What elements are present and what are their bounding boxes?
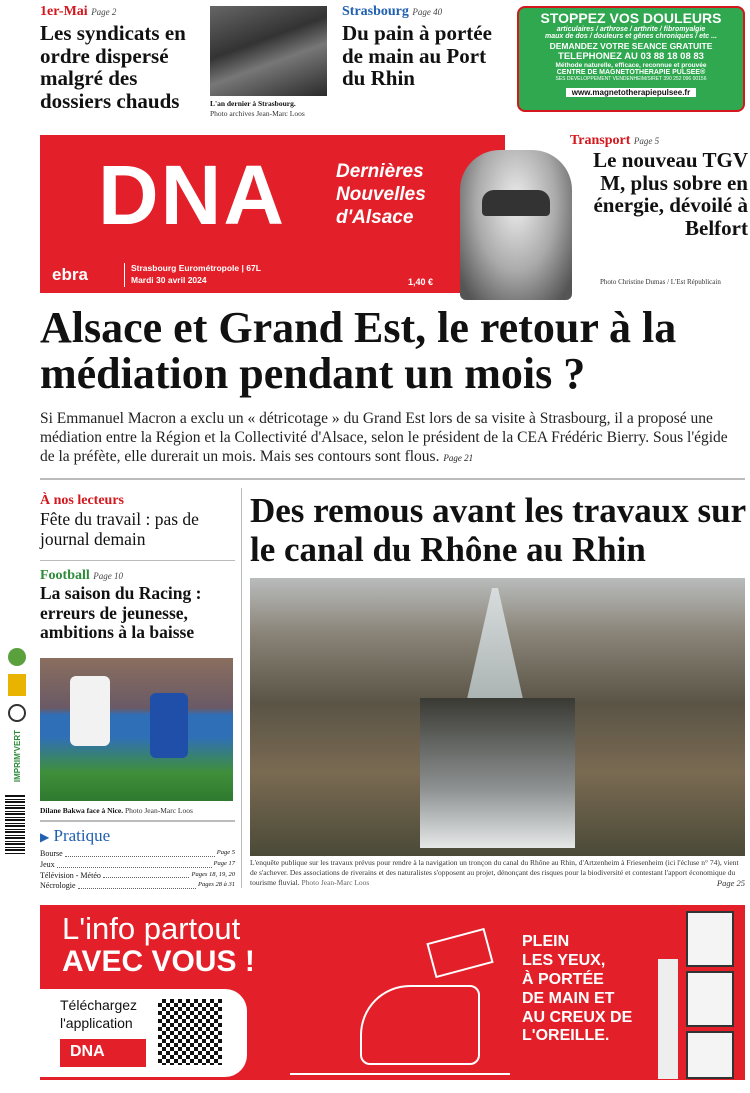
masthead [40, 135, 505, 293]
recycle-icon [8, 648, 26, 666]
photo-credit: Photo archives Jean-Marc Loos [210, 108, 305, 118]
slogan-line: DE MAIN ET [522, 989, 615, 1007]
item-label: Jeux [40, 859, 55, 869]
headline: Les syndicats en ordre dispersé malgré des dossiers chauds [40, 21, 186, 114]
ad-text: DEMANDEZ VOTRE SEANCE GRATUITE [549, 41, 713, 51]
page-ref: Page 40 [412, 7, 443, 17]
column-divider [241, 488, 242, 888]
photo-caption: L'enquête publique sur les travaux prévus pour rendre à la navigation un tronçon du canal du Rhône au Rhin, d'Artzenheim à Friesenheim (ici l'écluse n° 74), vient de s'achever. Des associations de riverains et des naturalistes s'opposent au projet, dénonçant des risques pour la biodiversité et contestant l'apport économique du tourisme fluvial. [250, 858, 739, 887]
dna-logo: DNA [98, 148, 286, 242]
ad-text: maux de dos / douleurs et gênes chroniques / etc ... [545, 33, 717, 40]
kicker: 1er-Mai [40, 4, 88, 19]
ad-text: SES DEVELOPPEMENT VENDENHEIM/SIRET 390 252 096 00156 [555, 76, 707, 82]
item-label: Bourse [40, 849, 63, 858]
deck-text: Si Emmanuel Macron a exclu un « détricotage » du Grand Est lors de sa visite à Strasbourg, il a proposé une médiation entre la Région et la Collectivité d'Alsace, selon le président de la CEA Frédéric Bierry. Sous l'égide de la préfète, elle durerait un mois. Mais ses contours sont flous. [40, 410, 728, 465]
pratique-box [40, 826, 235, 892]
slogan-line: L'OREILLE. [522, 1027, 610, 1045]
slogan-line: AU CREUX DE [522, 1008, 633, 1026]
photo-credit: Photo Christine Dumas / L'Est Républicain [600, 278, 721, 286]
slogan-line: PLEIN [522, 933, 570, 950]
canal-headline[interactable]: Des remous avant les travaux sur le canal du Rhône au Rhin [250, 491, 746, 569]
ebra-logo: ebra [52, 265, 88, 284]
kicker: À nos lecteurs [40, 493, 124, 508]
page-ref: Page 2 [91, 7, 117, 17]
barcode [5, 794, 25, 854]
download-text: l'application [60, 1015, 133, 1031]
photo-caption: Dilane Bakwa face à Nice. [40, 806, 124, 815]
margin-strip [5, 640, 29, 900]
headline: La saison du Racing : erreurs de jeunesse, ambitions à la baisse [40, 583, 202, 643]
ad-text: articulaires / arthrose / arthrite / fibromyalgie [556, 26, 706, 33]
page-ref: Page 10 [93, 571, 124, 581]
triman-icon [8, 704, 26, 722]
kicker: Strasbourg [342, 4, 409, 19]
date: Mardi 30 avril 2024 [131, 274, 207, 285]
ad-title: STOPPEZ VOS DOULEURS [540, 10, 722, 26]
kicker: Football [40, 568, 90, 583]
item-page: Page 17 [213, 859, 235, 867]
ad-url[interactable]: www.magnetotherapiepulsee.fr [566, 88, 696, 97]
name-line: Dernières [336, 161, 424, 182]
story-football[interactable] [40, 568, 235, 643]
ad-line2: AVEC VOUS ! [62, 945, 255, 978]
pratique-item[interactable] [40, 849, 235, 860]
item-label: Télévision - Météo [40, 870, 101, 880]
lead-headline[interactable]: Alsace et Grand Est, le retour à la médiation pendant un mois ? [40, 303, 677, 399]
story-readers[interactable] [40, 493, 235, 549]
name-line: Nouvelles [336, 183, 426, 205]
pratique-item[interactable] [40, 881, 235, 892]
canal-photo [250, 578, 745, 856]
slogan-line: LES YEUX, [522, 951, 606, 969]
ad-text: CENTRE DE MAGNETOTHERAPIE PULSEE® [556, 69, 706, 76]
name-line: d'Alsace [336, 206, 414, 228]
dna-logo: DNA [60, 1039, 146, 1067]
ad-magnetotherapie[interactable] [517, 6, 745, 112]
pratique-title: Pratique [53, 826, 111, 845]
story-1er-mai[interactable] [40, 4, 205, 113]
headline: Du pain à portée de main au Port du Rhin [342, 21, 492, 91]
kicker: Transport [570, 133, 631, 148]
ad-line1: L'info partout [62, 911, 241, 946]
pratique-item[interactable] [40, 871, 235, 882]
photo-credit: Photo Jean-Marc Loos [125, 806, 193, 815]
ad-text: Méthode naturelle, efficace, reconnue et prouvée [555, 62, 707, 69]
item-page: Page 5 [216, 849, 235, 856]
pratique-item[interactable] [40, 860, 235, 871]
qr-code[interactable] [158, 999, 222, 1065]
divider [40, 560, 235, 561]
story-strasbourg[interactable] [342, 4, 512, 90]
slogan-line: À PORTÉE [522, 970, 604, 988]
photo-caption: L'an dernier à Strasbourg. [210, 99, 296, 108]
football-photo [40, 658, 233, 801]
story-transport[interactable] [570, 133, 748, 240]
page-ref: Page 21 [443, 452, 474, 463]
phone-screens [658, 911, 742, 1079]
price: 1,40 € [408, 277, 434, 287]
divider [40, 820, 235, 822]
page-ref: Page 5 [633, 136, 660, 146]
edition: Strasbourg Eurométropole | 67L [131, 263, 261, 273]
download-text: Téléchargez [60, 997, 138, 1013]
photo-credit: Photo Jean-Marc Loos [301, 877, 370, 887]
imprimvert-label: IMPRIM'VERT [12, 730, 22, 783]
ecolabel-icon [8, 674, 26, 696]
triangle-icon: ▶ [40, 830, 50, 844]
ad-phone: TELEPHONEZ AU 03 88 18 08 83 [558, 51, 704, 62]
lead-deck [40, 410, 745, 467]
ad-dna-app[interactable] [40, 905, 745, 1080]
item-page: Pages 18, 19, 20 [191, 870, 235, 878]
divider [40, 478, 745, 480]
item-page: Pages 28 à 31 [197, 881, 235, 889]
page-ref: Page 25 [716, 877, 745, 888]
protest-photo [210, 6, 327, 96]
reading-illustration [290, 935, 510, 1075]
item-label: Nécrologie [40, 881, 76, 891]
headline: Fête du travail : pas de journal demain [40, 509, 199, 550]
headline: Le nouveau TGV M, plus sobre en énergie, dévoilé à Belfort [593, 148, 748, 241]
tgv-photo [460, 150, 572, 300]
